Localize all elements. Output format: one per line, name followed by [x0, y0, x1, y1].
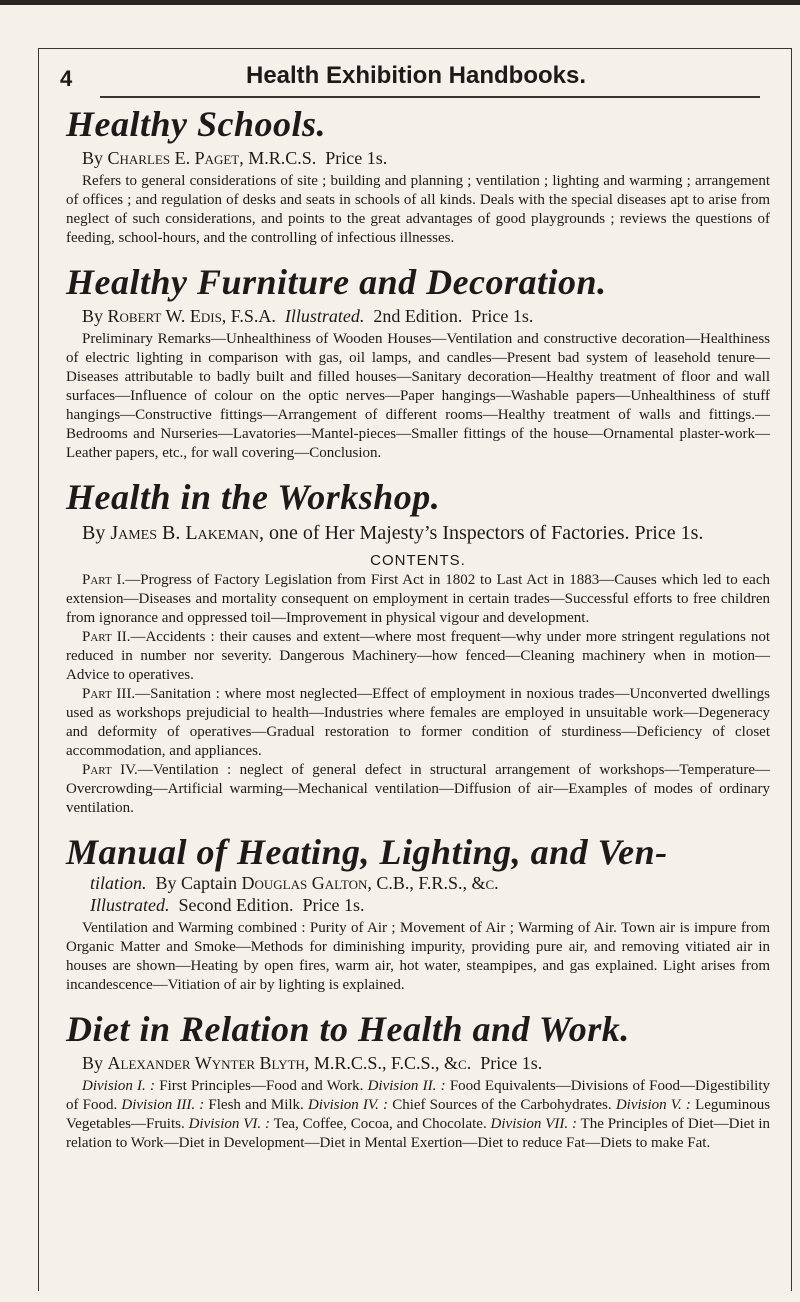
division-label: Division I. :	[82, 1078, 156, 1094]
byline	[82, 521, 770, 546]
price: Price 1s.	[302, 895, 365, 915]
division-text: Flesh and Milk.	[208, 1097, 304, 1113]
price: Price 1s.	[480, 1053, 543, 1073]
book-title: Diet in Relation to Health and Work.	[66, 1009, 630, 1049]
title-continuation: tilation.	[90, 873, 147, 893]
division-text: Chief Sources of the Carbohydrates.	[392, 1097, 612, 1113]
byline-prefix: By	[82, 306, 104, 326]
edition: Second Edition.	[178, 895, 294, 915]
division-text: First Principles—Food and Work.	[159, 1078, 364, 1094]
contents-heading: CONTENTS.	[370, 552, 466, 569]
book-description: Refers to general considerations of site ; building and planning ; ventilation ; lighting and warming ; arrangement of offices ; and regulation of desks and seats in schools of all kinds. Deals with the special diseases apt to arise from neglect of such considerations, and points to the great advantages of good playgrounds ; reviews the questions of feeding, school-hours, and the controlling of infectious illnesses.	[66, 173, 770, 246]
contents-part	[66, 571, 770, 628]
part-text: —Ventilation : neglect of general defect in structural arrangement of workshops—Temperature—Overcrowding—Artificial warming—Mechanical ventilation—Diffusion of air—Examples of modes of ordinary ventilation.	[66, 762, 771, 816]
division-label: Division VII. :	[490, 1116, 577, 1132]
book-title: Healthy Furniture and Decoration.	[66, 262, 607, 302]
byline-prefix: By	[82, 148, 104, 168]
division-text: Tea, Coffee, Cocoa, and Chocolate.	[273, 1116, 487, 1132]
book-title: Healthy Schools.	[66, 104, 327, 144]
author-name: Charles E. Paget, M.R.C.S.	[107, 148, 317, 168]
division-label: Division V. :	[615, 1097, 691, 1113]
contents-part	[66, 761, 770, 818]
division-text: The Principles of Diet—Diet in relation to Work—Diet in Development—Diet in Mental Exertion—Diet to reduce Fat—Diets to make Fat.	[66, 1116, 771, 1151]
division-text: Food Equivalents—Divisions of Food—Digestibility of Food.	[66, 1078, 771, 1113]
contents-part	[66, 628, 770, 685]
byline	[82, 305, 770, 327]
header-rule	[100, 96, 760, 98]
page-content	[66, 104, 770, 1153]
price: Price 1s.	[634, 522, 704, 544]
contents-part	[66, 685, 770, 761]
author-name: Douglas Galton, C.B., F.R.S., &c.	[241, 873, 499, 893]
part-text: —Accidents : their causes and extent—where most frequent—why under more stringent regulations not reduced in number nor severity. Dangerous Machinery—how fenced—Cleaning machinery when in motion—Advice to operatives.	[66, 629, 770, 683]
edition-line	[90, 894, 770, 916]
book-health-in-workshop	[66, 477, 770, 818]
part-label: Part I.	[82, 572, 126, 588]
book-title: Manual of Heating, Lighting, and Ven-	[66, 832, 668, 872]
price: Price 1s.	[471, 306, 534, 326]
book-healthy-furniture	[66, 262, 770, 463]
divisions-list	[66, 1077, 770, 1153]
byline	[90, 872, 770, 894]
running-head: Health Exhibition Handbooks.	[245, 62, 587, 89]
page-header	[46, 58, 786, 94]
part-label: Part III.	[82, 686, 136, 702]
part-text: —Progress of Factory Legislation from First Act in 1802 to Last Act in 1883—Causes which led to each extension—Diseases and mortality consequent on employment in certain trades—Successful efforts to free children from ignorance and oppressed toil—Improvement in physical vigour and development.	[66, 572, 770, 626]
byline	[82, 1052, 770, 1074]
price: Price 1s.	[325, 148, 388, 168]
part-label: Part II.	[82, 629, 131, 645]
byline-prefix: By	[82, 1053, 104, 1073]
illustrated-note: Illustrated.	[284, 306, 365, 326]
author-name: James B. Lakeman,	[110, 522, 265, 544]
top-rule	[0, 0, 800, 5]
part-text: —Sanitation : where most neglected—Effect of employment in noxious trades—Unconverted dwellings used as workshops prejudicial to health—Industries where females are employed in unsuitable work—Degeneracy and deformity of operatives—Gradual restoration to former condition of sturdiness—Deficiency of closet accommodation, and appliances.	[66, 686, 770, 759]
byline-prefix: By	[82, 522, 106, 544]
author-name: Robert W. Edis, F.S.A.	[107, 306, 276, 326]
part-label: Part IV.	[82, 762, 138, 778]
book-description: Preliminary Remarks—Unhealthiness of Wooden Houses—Ventilation and constructive decoration—Healthiness of electric lighting in comparison with gas, oil lamps, and candles—Present bad system of leasehold tenure—Diseases attributable to badly built and filled houses—Sanitary decoration—Healthy treatment of floor and wall surfaces—Influence of colour on the optic nerves—Paper hangings—Washable papers—Unhealthiness of stuff hangings—Constructive fittings—Arrangement of different rooms—Healthy treatment of walls and fittings.—Bedrooms and Nurseries—Lavatories—Mantel-pieces—Smaller fittings of the house—Ornamental plaster-work—Leather papers, etc., for wall covering—Conclusion.	[66, 331, 770, 461]
author-note: one of Her Majesty’s Inspectors of Factories.	[269, 522, 630, 544]
page-number: 4	[60, 66, 73, 91]
edition: 2nd Edition.	[373, 306, 463, 326]
division-text: Leguminous Vegetables—Fruits.	[66, 1097, 771, 1132]
illustrated-note: Illustrated.	[90, 895, 170, 915]
byline	[82, 147, 770, 169]
book-healthy-schools	[66, 104, 770, 248]
division-label: Division IV. :	[307, 1097, 389, 1113]
book-diet-health-work	[66, 1009, 770, 1153]
book-manual-heating	[66, 832, 770, 995]
byline-prefix: By Captain	[155, 873, 238, 893]
book-description: Ventilation and Warming combined : Purity of Air ; Movement of Air ; Warming of Air. Town air is impure from Organic Matter and Smoke—Methods for diminishing impurity, providing pure air, and removing vitiated air in houses are shown—Heating by open fires, warm air, hot water, steampipes, and gas explained. Light arises from incandescence—Vitiation of air by lighting is explained.	[66, 920, 770, 993]
division-label: Division III. :	[121, 1097, 205, 1113]
division-label: Division VI. :	[188, 1116, 270, 1132]
division-label: Division II. :	[367, 1078, 446, 1094]
book-title: Health in the Workshop.	[66, 477, 441, 517]
author-name: Alexander Wynter Blyth, M.R.C.S., F.C.S., &c.	[107, 1053, 472, 1073]
